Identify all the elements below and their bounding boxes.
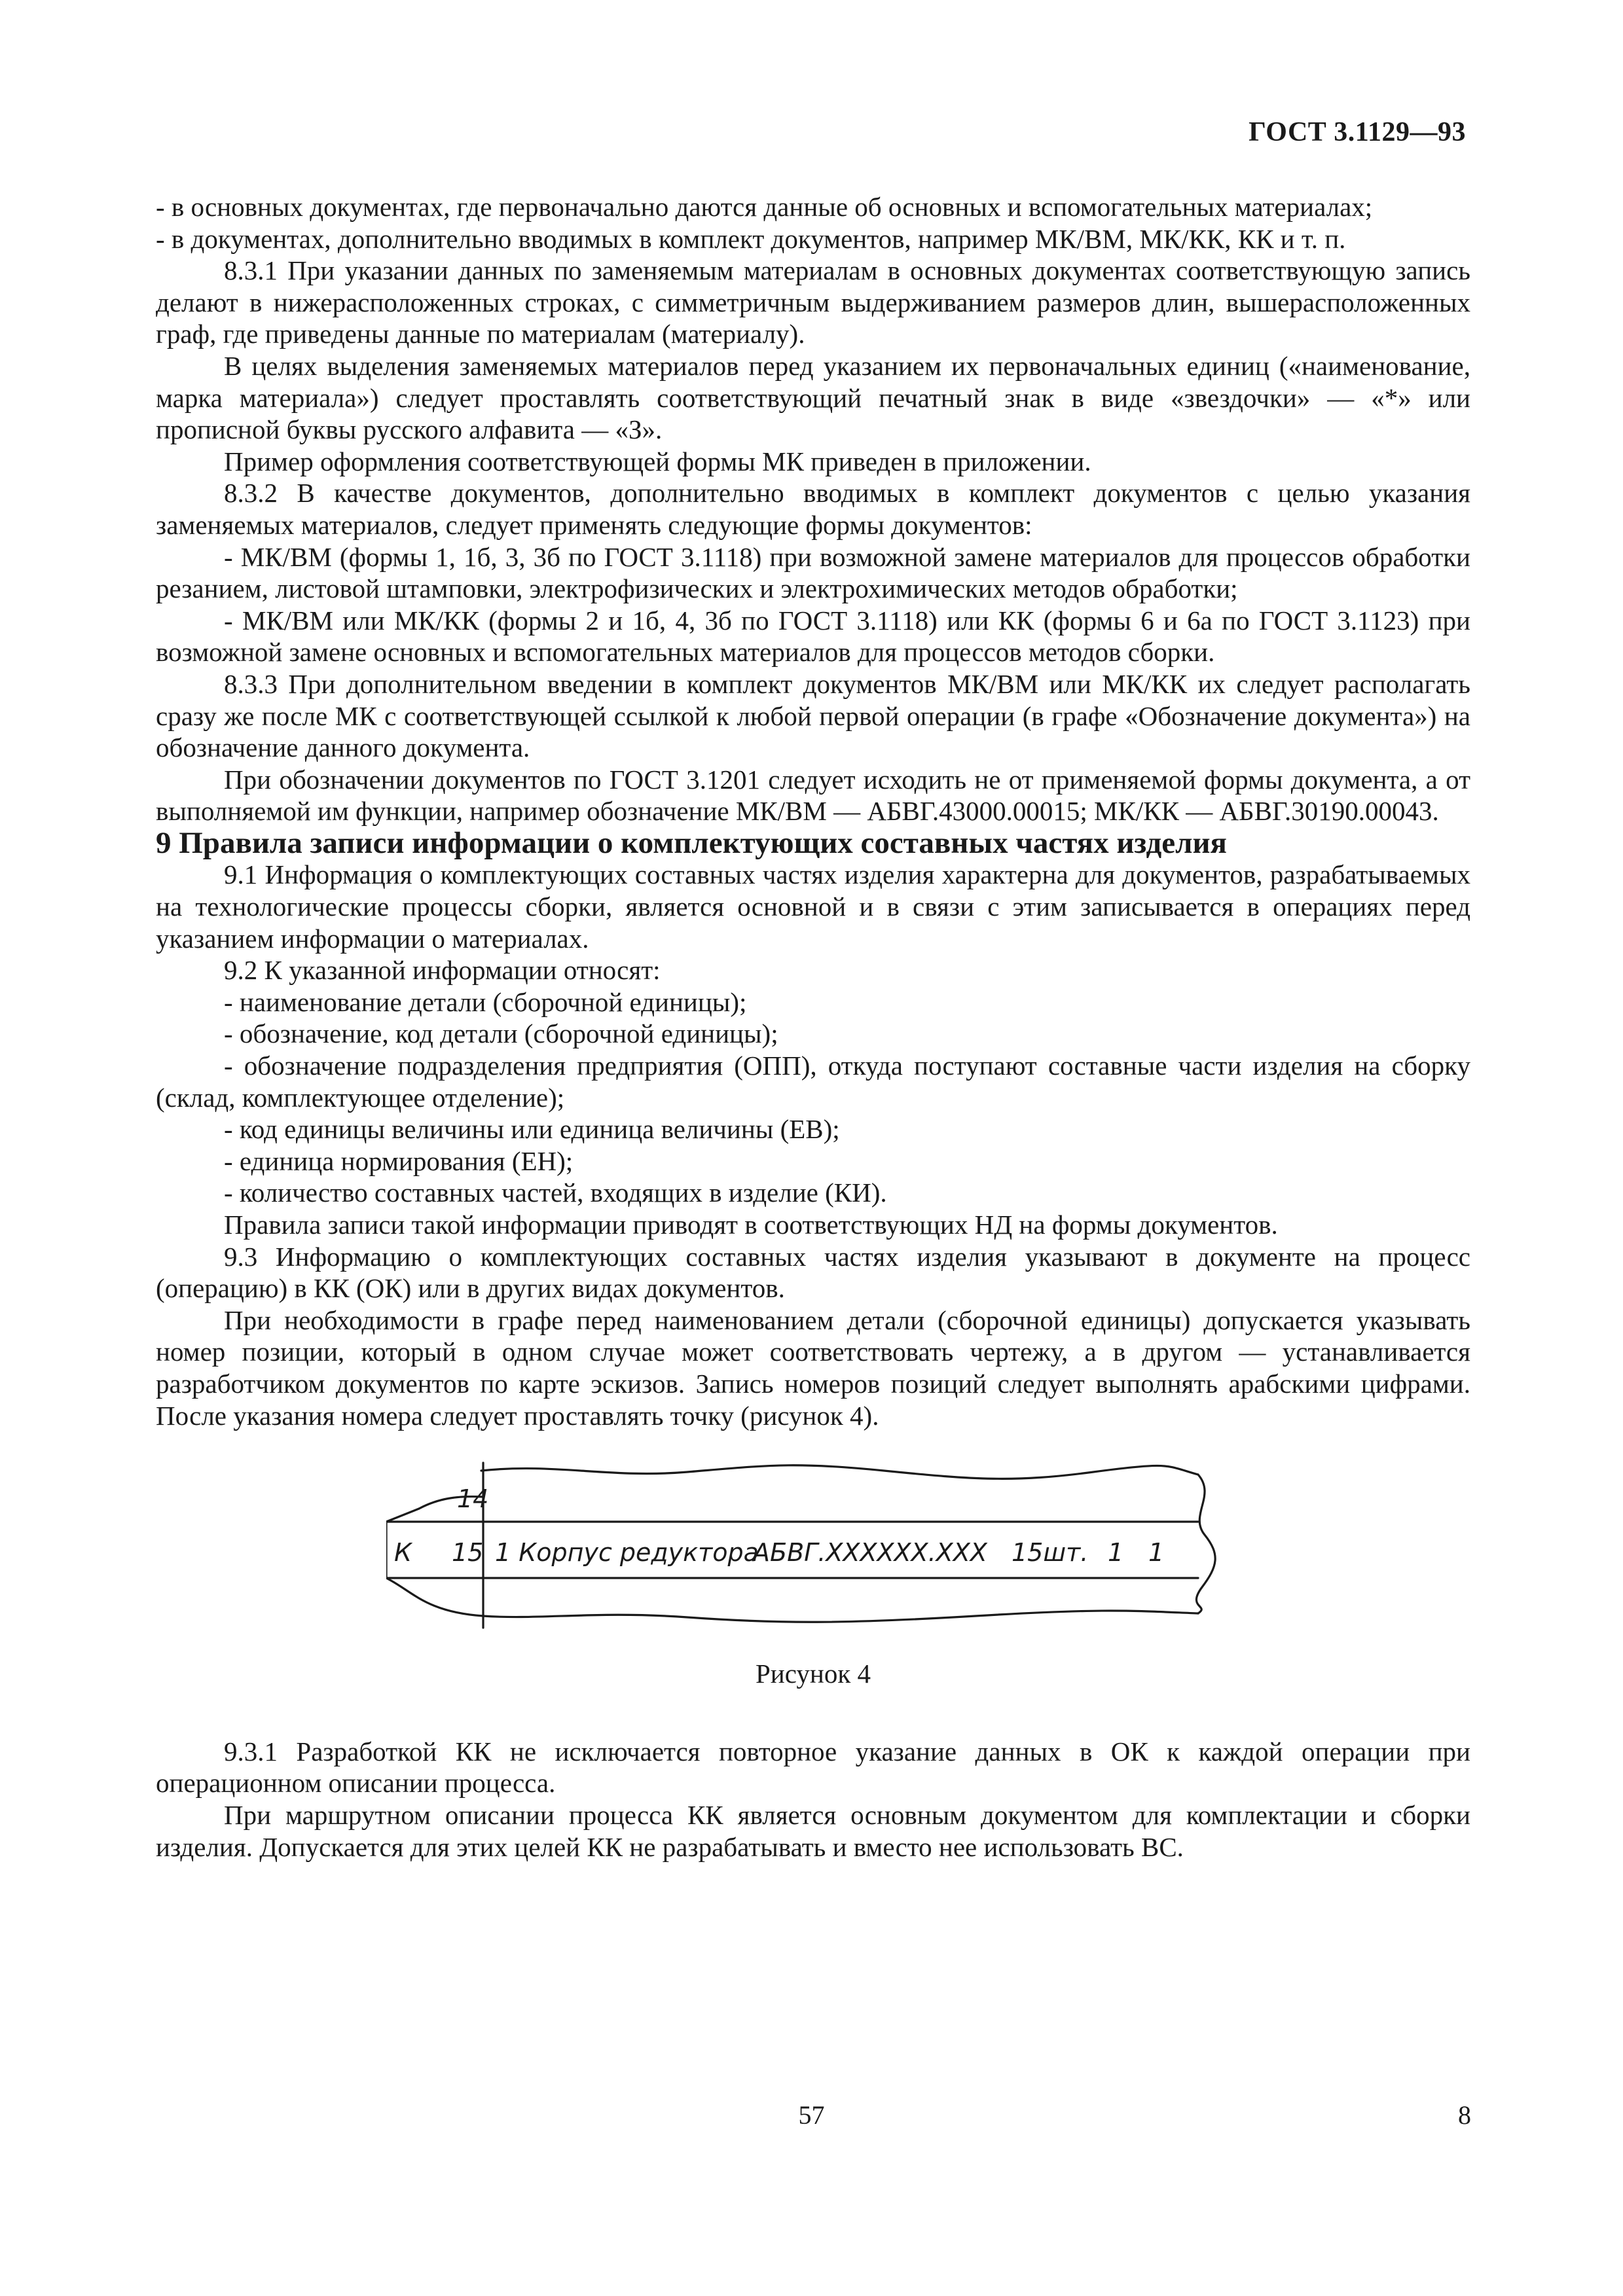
paragraph: - МК/ВМ (формы 1, 1б, 3, 3б по ГОСТ 3.1118) при возможной замене материалов для процессов обработки резанием, листовой штамповки, электрофизических и электрохимических методов обработки;	[156, 541, 1470, 604]
paragraph: - количество составных частей, входящих в изделие (КИ).	[224, 1177, 887, 1208]
paragraph: - в документах, дополнительно вводимых в комплект документов, например МК/ВМ, МК/КК, КК и т. п.	[156, 223, 1346, 254]
figure-row1-number: 14	[457, 1484, 489, 1514]
right-break-line	[1196, 1475, 1215, 1613]
paragraph: 9.3 Информацию о комплектующих составных частях изделия указывают в документе на процесс (операцию) в КК (ОК) или в других видах документов.	[156, 1241, 1470, 1304]
paragraph: В целях выделения заменяемых материалов перед указанием их первоначальных единиц («наименование, марка материала») следует проставлять соответствующий печатный знак в виде «звездочки» — «*» или прописной буквы русского алфавита — «З».	[156, 350, 1470, 445]
paragraph: - обозначение, код детали (сборочной единицы);	[224, 1018, 778, 1049]
figure-4	[156, 1456, 1470, 1634]
paragraph: 8.3.2 В качестве документов, дополнительно вводимых в комплект документов с целью указания заменяемых материалов, следует применять следующие формы документов:	[156, 478, 1470, 540]
figure-row-letter: К	[394, 1538, 412, 1568]
paragraph: Правила записи такой информации приводят в соответствующих НД на формы документов.	[224, 1210, 1278, 1240]
paragraph: - в основных документах, где первоначально даются данные об основных и вспомогательных материалах;	[156, 192, 1373, 222]
paragraphs-before	[156, 191, 1470, 827]
paragraph: - наименование детали (сборочной единицы);	[224, 986, 747, 1017]
paragraph: 9.2 К указанной информации относят:	[224, 955, 661, 986]
paragraph: 9.3.1 Разработкой КК не исключается повторное указание данных в ОК к каждой операции при операционном описании процесса.	[156, 1736, 1470, 1799]
paragraph: 8.3.1 При указании данных по заменяемым материалам в основных документах соответствующую запись делают в нижерасположенных строках, с симметричным выдерживанием размеров длин, вышерасположенных граф, где приведены данные по материалам (материалу).	[156, 255, 1470, 350]
document-code-header: ГОСТ 3.1129—93	[1249, 117, 1466, 147]
left-cut-line	[386, 1509, 419, 1522]
figure-designation: АБВГ.XXXXXX.XXX	[753, 1538, 987, 1568]
paragraph: 9.1 Информация о комплектующих составных частях изделия характерна для документов, разрабатываемых на технологические процессы сборки, является основной и в связи с этим записывается в операциях перед указанием информации о материалах.	[156, 859, 1470, 954]
page-number: 57	[798, 2100, 825, 2130]
figure-caption: Рисунок 4	[755, 1659, 871, 1689]
figure-col-a: 1	[1108, 1538, 1124, 1568]
top-break-line	[481, 1465, 1198, 1479]
figure-col-b: 1	[1148, 1538, 1165, 1568]
paragraph: При необходимости в графе перед наименованием детали (сборочной единицы) допускается указывать номер позиции, который в одном случае может соответствовать чертежу, а в другом — устанавливается разработчиком документов по карте эскизов. Запись номеров позиций следует выполнять арабскими цифрами. После указания номера следует проставлять точку (рисунок 4).	[156, 1304, 1470, 1431]
figure-quantity: 15шт.	[1012, 1538, 1089, 1568]
document-body	[156, 191, 1470, 1863]
sheet-number: 8	[1458, 2100, 1471, 2130]
paragraphs-after	[156, 1736, 1470, 1863]
bottom-break-line	[386, 1578, 1198, 1622]
paragraph: Пример оформления соответствующей формы МК приведен в приложении.	[224, 446, 1091, 476]
section-paragraphs	[156, 859, 1470, 1431]
paragraph: При обозначении документов по ГОСТ 3.1201 следует исходить не от применяемой формы документа, а от выполняемой им функции, например обозначение МК/ВМ — АБВГ.43000.00015; МК/КК — АБВГ.30190.00043.	[156, 764, 1470, 827]
section-title: 9 Правила записи информации о комплектующих составных частях изделия	[156, 825, 1227, 860]
figure-4-drawing	[386, 1456, 1237, 1634]
paragraph: При маршрутном описании процесса КК является основным документом для комплектации и сборки изделия. Допускается для этих целей КК не разрабатывать и вместо нее использовать ВС.	[156, 1799, 1470, 1862]
figure-row2-number: 15	[452, 1538, 484, 1568]
paragraph: - единица нормирования (ЕН);	[224, 1145, 574, 1176]
paragraph: - код единицы величины или единица величины (ЕВ);	[224, 1114, 840, 1145]
paragraph: - обозначение подразделения предприятия (ОПП), откуда поступают составные части изделия на сборку (склад, комплектующее отделение);	[156, 1050, 1470, 1113]
paragraph: - МК/ВМ или МК/КК (формы 2 и 1б, 4, 3б по ГОСТ 3.1118) или КК (формы 6 и 6а по ГОСТ 3.1123) при возможной замене основных и вспомогательных материалов для процессов методов сборки.	[156, 605, 1470, 668]
figure-entry-name: 1 Корпус редуктора	[495, 1538, 759, 1568]
paragraph: 8.3.3 При дополнительном введении в комплект документов МК/ВМ или МК/КК их следует располагать сразу же после МК с соответствующей ссылкой к любой первой операции (в графе «Обозначение документа») на обозначение данного документа.	[156, 668, 1470, 763]
